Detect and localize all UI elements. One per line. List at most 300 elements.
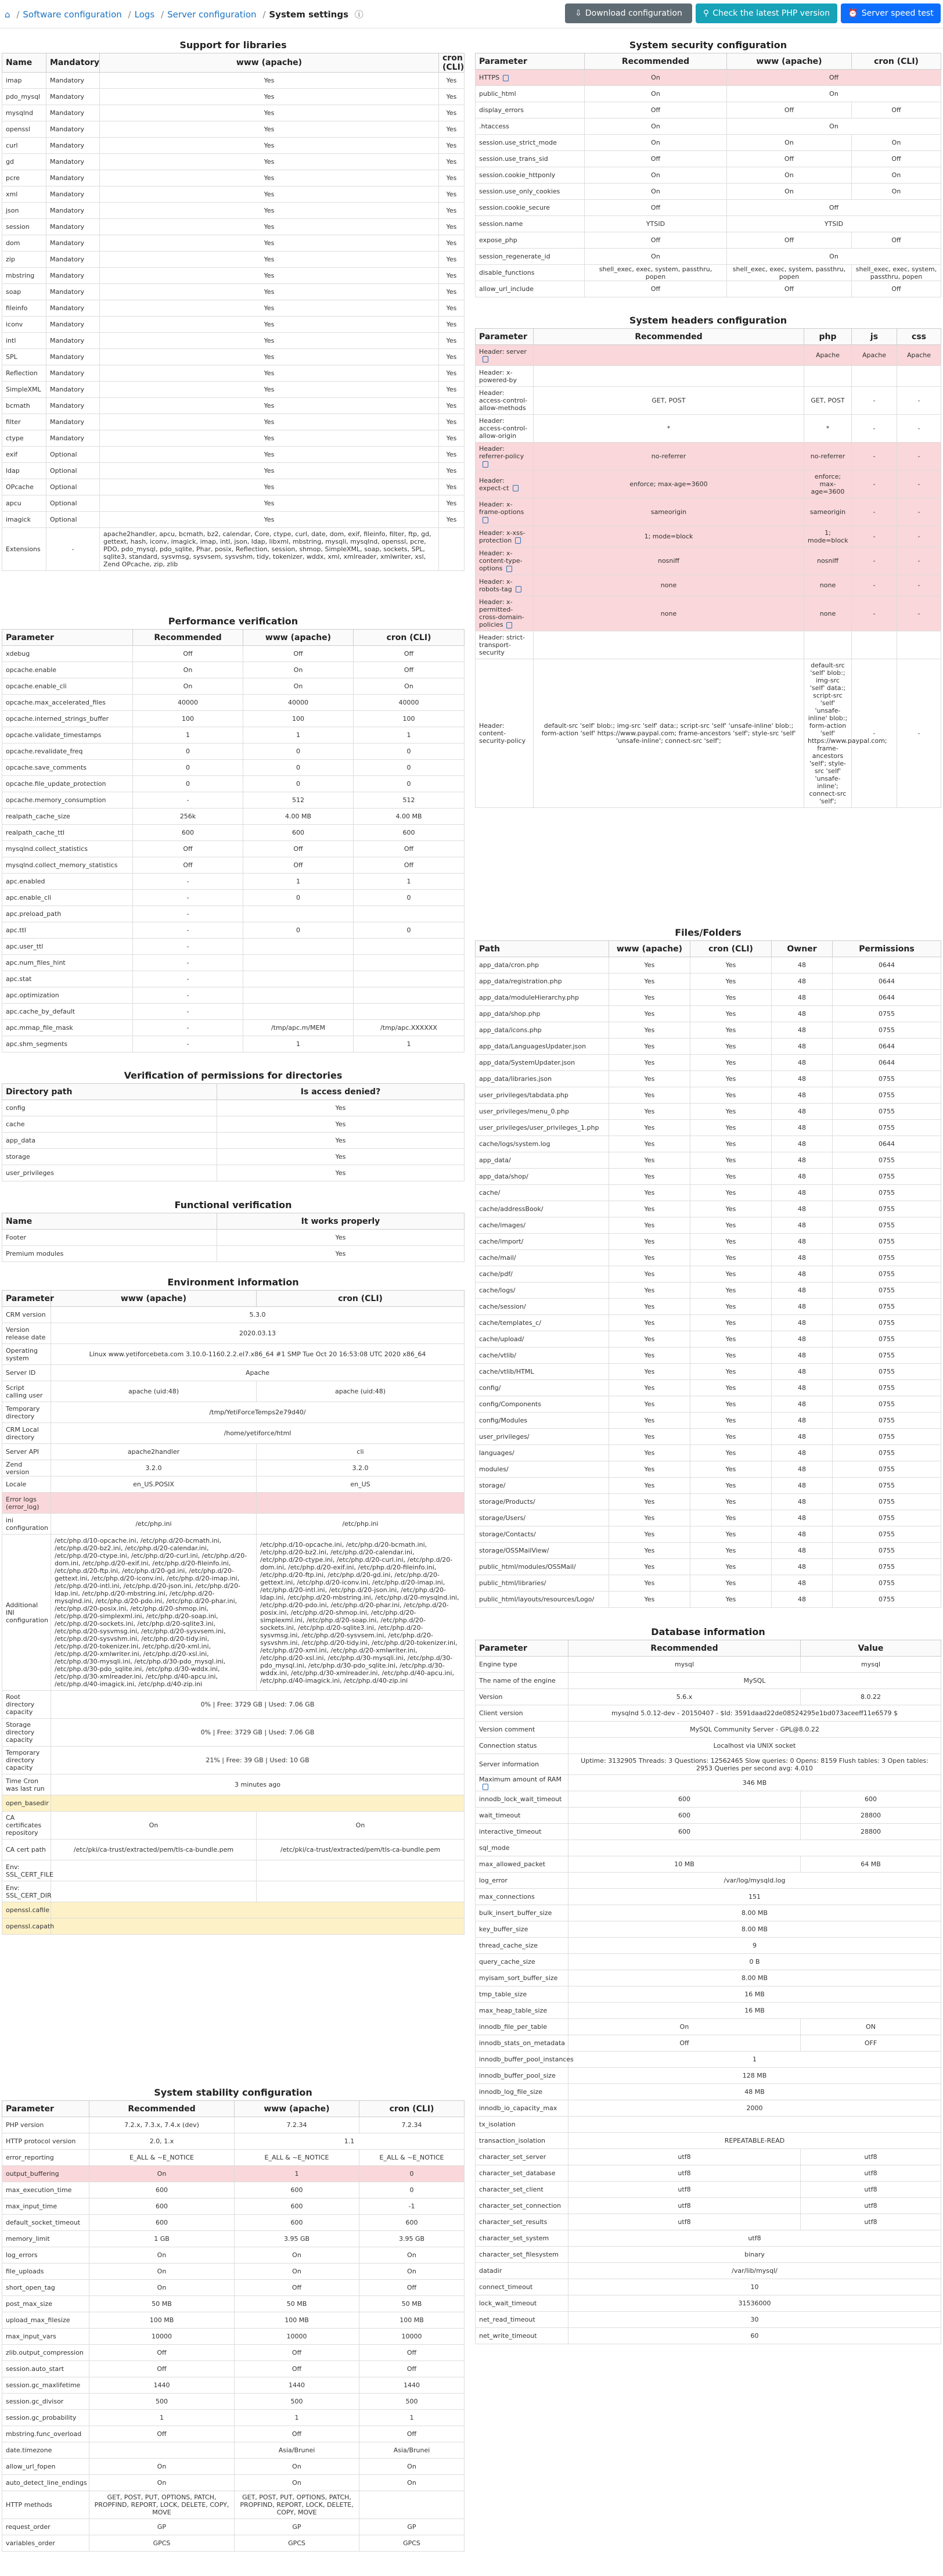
table-row	[476, 1087, 941, 1104]
help-icon[interactable]	[515, 537, 521, 544]
column-header: Directory path	[2, 1084, 217, 1100]
param-recommended: On	[133, 662, 243, 678]
library-mandatory: Mandatory	[46, 284, 100, 300]
param-recommended: On	[585, 86, 727, 102]
header-php	[804, 366, 852, 387]
table-row	[2, 1004, 465, 1020]
param-recommended: 600	[89, 2215, 235, 2231]
table-row	[476, 443, 941, 470]
param-cron: On	[257, 1812, 465, 1840]
table-row	[2, 317, 465, 333]
param-www: 100	[243, 711, 354, 727]
param-name: Zend version	[2, 1460, 51, 1476]
param-www: 0	[243, 743, 354, 760]
param-value: REPEATABLE-READ	[568, 2133, 941, 2149]
param-name: innodb_lock_wait_timeout	[476, 1791, 568, 1808]
file-path: languages/	[476, 1445, 609, 1461]
param-cron: Off	[354, 857, 465, 874]
library-mandatory: Mandatory	[46, 203, 100, 219]
file-path: user_privileges/user_privileges_1.php	[476, 1120, 609, 1136]
header-name: Header: x-robots-tag	[476, 575, 534, 596]
param-value: 0% | Free: 3729 GB | Used: 7.06 GB	[51, 1691, 465, 1719]
header-css: Apache	[897, 345, 941, 366]
param-cron: 512	[354, 792, 465, 809]
column-header: Name	[2, 1213, 217, 1230]
library-name: curl	[2, 138, 46, 154]
param-recommended: 600	[133, 825, 243, 841]
table-row	[476, 366, 941, 387]
param-www: 600	[235, 2182, 359, 2198]
file-cron: Yes	[690, 1364, 772, 1380]
file-path: user_privileges/	[476, 1429, 609, 1445]
column-header: Parameter	[2, 630, 133, 646]
library-cron: Yes	[439, 398, 465, 414]
file-path: app_data/shop.php	[476, 1006, 609, 1022]
param-value: 8.00 MB	[568, 1970, 941, 1986]
table-row	[476, 1705, 941, 1722]
param-www	[243, 955, 354, 971]
header-js: -	[852, 443, 897, 470]
table-row	[476, 1380, 941, 1396]
table-row	[476, 281, 941, 297]
table-row	[2, 1149, 465, 1165]
param-recommended: -	[133, 922, 243, 939]
param-name: lock_wait_timeout	[476, 2295, 568, 2312]
param-recommended: 600	[568, 1791, 801, 1808]
file-www: Yes	[609, 1396, 690, 1413]
file-cron: Yes	[690, 1510, 772, 1526]
check-php-version-button[interactable]: ⚲ Check the latest PHP version	[696, 3, 837, 23]
param-name: allow_url_include	[476, 281, 585, 297]
file-owner: 48	[772, 1445, 833, 1461]
table-row	[476, 1775, 941, 1791]
library-cron: Yes	[439, 365, 465, 382]
param-cron: 0	[354, 922, 465, 939]
library-www: Yes	[100, 512, 439, 528]
table-row	[476, 1673, 941, 1689]
param-www: Off	[243, 857, 354, 874]
breadcrumb-logs[interactable]: Logs	[134, 9, 155, 20]
file-permissions: 0755	[833, 1591, 941, 1608]
database-title: Database information	[651, 1626, 765, 1637]
help-icon[interactable]	[483, 517, 488, 523]
environment-table	[2, 1290, 465, 1935]
header-recommended: default-src 'self' blob:; img-src 'self' data:; script-src 'self' 'unsafe-inline' blob:; form-action 'self' https://www.paypal.com; frame-ancestors 'self'; style-src 'self' 'unsafe-inline'; connect-src 'self';	[534, 659, 804, 808]
help-icon[interactable]	[513, 485, 519, 491]
file-cron: Yes	[690, 1282, 772, 1299]
header-name: Header: x-frame-options	[476, 498, 534, 526]
library-name: imap	[2, 73, 46, 89]
param-www: GET, POST, PUT, OPTIONS, PATCH, PROPFIND, REPORT, LOCK, DELETE, COPY, MOVE	[235, 2491, 359, 2519]
library-mandatory: Mandatory	[46, 398, 100, 414]
param-name: opcache.memory_consumption	[2, 792, 133, 809]
param-name: Additional INI configuration	[2, 1535, 51, 1691]
file-path: app_data/LanguagesUpdater.json	[476, 1039, 609, 1055]
libraries-section	[2, 36, 465, 571]
header-php: nosniff	[804, 547, 852, 575]
file-cron: Yes	[690, 1526, 772, 1543]
param-name: character_set_client	[476, 2182, 568, 2198]
table-row	[2, 1514, 465, 1535]
param-recommended: Off	[585, 281, 727, 297]
table-row	[2, 987, 465, 1004]
library-mandatory: Mandatory	[46, 219, 100, 235]
param-name: HTTPS	[476, 70, 585, 86]
library-mandatory: Optional	[46, 512, 100, 528]
param-name: max_execution_time	[2, 2182, 89, 2198]
param-www: 100 MB	[235, 2312, 359, 2329]
table-row	[476, 1396, 941, 1413]
file-owner: 48	[772, 957, 833, 973]
header-recommended	[534, 366, 804, 387]
param-cron: 4.00 MB	[354, 809, 465, 825]
table-row	[2, 2491, 465, 2519]
file-cron: Yes	[690, 1315, 772, 1331]
param-cron: 1	[359, 2410, 465, 2426]
param-name: Error logs (error_log)	[2, 1493, 51, 1514]
param-name: Root directory capacity	[2, 1691, 51, 1719]
file-www: Yes	[609, 1591, 690, 1608]
header-js: -	[852, 387, 897, 415]
param-cron: GP	[359, 2519, 465, 2535]
library-name: json	[2, 203, 46, 219]
param-name: apc.user_ttl	[2, 939, 133, 955]
param-recommended: Off	[89, 2345, 235, 2361]
table-row	[2, 2182, 465, 2198]
table-row	[2, 1036, 465, 1052]
param-recommended: E_ALL & ~E_NOTICE	[89, 2150, 235, 2166]
table-row	[476, 1856, 941, 1873]
param-name: log_errors	[2, 2247, 89, 2264]
column-header: cron (CLI)	[359, 2101, 465, 2117]
param-cron: 600	[359, 2215, 465, 2231]
file-cron: Yes	[690, 1152, 772, 1169]
file-owner: 48	[772, 1234, 833, 1250]
param-recommended: On	[89, 2166, 235, 2182]
param-name: session.gc_probability	[2, 2410, 89, 2426]
param-cron: On	[354, 678, 465, 695]
param-cron: Off	[354, 841, 465, 857]
param-cron: 600	[354, 825, 465, 841]
stability-title: System stability configuration	[154, 2087, 312, 2098]
param-recommended: 7.2.x, 7.3.x, 7.4.x (dev)	[89, 2117, 235, 2133]
param-recommended: -	[133, 987, 243, 1004]
column-header: Parameter	[2, 1291, 51, 1307]
headers-section	[475, 311, 941, 808]
param-value: 2020.03.13	[51, 1323, 465, 1344]
table-row	[2, 662, 465, 678]
param-name: max_allowed_packet	[476, 1856, 568, 1873]
file-permissions: 0755	[833, 1348, 941, 1364]
table-row	[476, 1071, 941, 1087]
file-owner: 48	[772, 1331, 833, 1348]
param-value	[51, 1902, 465, 1918]
column-header: Parameter	[476, 329, 534, 345]
param-cron: On	[852, 135, 941, 151]
file-owner: 48	[772, 1396, 833, 1413]
file-permissions: 0755	[833, 1478, 941, 1494]
library-mandatory: Optional	[46, 479, 100, 495]
param-www: Off	[235, 2280, 359, 2296]
param-current: OFF	[801, 2035, 941, 2052]
table-row	[476, 1591, 941, 1608]
param-name: character_set_database	[476, 2165, 568, 2182]
header-recommended: no-referrer	[534, 443, 804, 470]
file-permissions: 0755	[833, 1006, 941, 1022]
header-php: 1; mode=block	[804, 526, 852, 547]
top-toolbar	[0, 0, 943, 28]
table-row	[2, 971, 465, 987]
param-recommended: mysql	[568, 1657, 801, 1673]
table-row	[476, 1413, 941, 1429]
column-header: Name	[2, 53, 46, 73]
param-name: session.use_strict_mode	[476, 135, 585, 151]
library-name: bcmath	[2, 398, 46, 414]
library-cron: Yes	[439, 447, 465, 463]
table-row	[476, 216, 941, 232]
header-recommended: 1; mode=block	[534, 526, 804, 547]
breadcrumb-server-configuration[interactable]: Server configuration	[167, 9, 257, 20]
file-owner: 48	[772, 1071, 833, 1087]
file-owner: 48	[772, 1169, 833, 1185]
file-owner: 48	[772, 1478, 833, 1494]
headers-title: System headers configuration	[629, 315, 787, 326]
table-row	[2, 2329, 465, 2345]
header-php: default-src 'self' blob:; img-src 'self' data:; script-src 'self' 'unsafe-inline' blob:; form-action 'self' https://www.paypal.com; frame-ancestors 'self'; style-src 'self' 'unsafe-inline'; connect-src 'self';	[804, 659, 852, 808]
param-name: CRM Local directory	[2, 1423, 51, 1444]
param-value: 16 MB	[568, 2003, 941, 2019]
library-www: Yes	[100, 430, 439, 447]
help-icon[interactable]	[506, 566, 512, 572]
table-row	[476, 1185, 941, 1201]
param-www: Off	[243, 646, 354, 662]
file-permissions: 0755	[833, 1266, 941, 1282]
home-icon[interactable]: ⌂	[5, 9, 10, 20]
header-recommended: *	[534, 415, 804, 443]
file-cron: Yes	[690, 1380, 772, 1396]
param-cron: On	[852, 167, 941, 184]
download-configuration-button[interactable]: ⇩ Download configuration	[565, 3, 692, 23]
table-row	[2, 414, 465, 430]
library-cron: Yes	[439, 430, 465, 447]
table-row	[2, 1381, 465, 1402]
file-owner: 48	[772, 1543, 833, 1559]
library-cron	[439, 528, 465, 571]
file-www: Yes	[609, 1185, 690, 1201]
help-icon[interactable]	[483, 1784, 488, 1790]
file-cron: Yes	[690, 1055, 772, 1071]
header-css: -	[897, 470, 941, 498]
param-value: /tmp/YetiForceTemps2e79d40/	[51, 1402, 465, 1423]
param-name: thread_cache_size	[476, 1938, 568, 1954]
param-name: apc.optimization	[2, 987, 133, 1004]
param-recommended: Off	[585, 151, 727, 167]
library-www: Yes	[100, 219, 439, 235]
param-recommended: 0	[133, 760, 243, 776]
column-header: www (apache)	[243, 630, 354, 646]
param-www: Off	[727, 151, 852, 167]
file-www: Yes	[609, 1331, 690, 1348]
file-owner: 48	[772, 1429, 833, 1445]
header-name: Header: x-powered-by	[476, 366, 534, 387]
library-www: Yes	[100, 479, 439, 495]
library-www: Yes	[100, 121, 439, 138]
table-row	[2, 1535, 465, 1691]
file-owner: 48	[772, 1104, 833, 1120]
file-path: storage/Products/	[476, 1494, 609, 1510]
file-cron: Yes	[690, 1299, 772, 1315]
param-www	[51, 1860, 257, 1881]
param-name: opcache.interned_strings_buffer	[2, 711, 133, 727]
library-cron: Yes	[439, 333, 465, 349]
help-icon[interactable]	[506, 622, 512, 628]
param-name: key_buffer_size	[476, 1921, 568, 1938]
header-name: Header: server	[476, 345, 534, 366]
files-title: Files/Folders	[675, 927, 742, 938]
table-row	[476, 1006, 941, 1022]
file-www: Yes	[609, 1413, 690, 1429]
table-row	[476, 1022, 941, 1039]
table-row	[2, 1812, 465, 1840]
param-recommended: 1440	[89, 2377, 235, 2394]
param-recommended: -	[133, 906, 243, 922]
file-permissions: 0755	[833, 1413, 941, 1429]
param-value: Localhost via UNIX socket	[568, 1738, 941, 1754]
file-www: Yes	[609, 1364, 690, 1380]
library-cron: Yes	[439, 89, 465, 105]
param-name: apc.ttl	[2, 922, 133, 939]
column-header: Parameter	[2, 2101, 89, 2117]
table-row	[476, 1152, 941, 1169]
param-cron: On	[359, 2475, 465, 2491]
header-js: -	[852, 526, 897, 547]
param-name: date.timezone	[2, 2442, 89, 2459]
file-cron: Yes	[690, 1445, 772, 1461]
column-header: Recommended	[89, 2101, 235, 2117]
param-recommended: -	[133, 792, 243, 809]
param-cron: shell_exec, exec, system, passthru, popen	[852, 265, 941, 281]
header-name: Header: x-content-type-options	[476, 547, 534, 575]
file-path: cache/	[476, 1185, 609, 1201]
param-www	[51, 1881, 257, 1902]
file-www: Yes	[609, 1120, 690, 1136]
table-row	[2, 906, 465, 922]
library-name: openssl	[2, 121, 46, 138]
param-name: HTTP methods	[2, 2491, 89, 2519]
help-icon[interactable]	[516, 586, 521, 592]
param-name: Client version	[476, 1705, 568, 1722]
param-recommended: Off	[89, 2426, 235, 2442]
param-name: transaction_isolation	[476, 2133, 568, 2149]
table-row	[476, 1510, 941, 1526]
file-permissions: 0755	[833, 1104, 941, 1120]
file-path: cache/vtlib/	[476, 1348, 609, 1364]
param-name: session.auto_start	[2, 2361, 89, 2377]
file-www: Yes	[609, 1299, 690, 1315]
column-header: Permissions	[833, 941, 941, 957]
file-path: cache/import/	[476, 1234, 609, 1250]
file-www: Yes	[609, 1461, 690, 1478]
help-icon[interactable]	[483, 356, 488, 362]
param-recommended: GPCS	[89, 2535, 235, 2552]
param-www: On	[235, 2247, 359, 2264]
table-row	[2, 2215, 465, 2231]
row-name: Footer	[2, 1230, 217, 1246]
server-speed-test-button[interactable]: ⏰ Server speed test	[841, 3, 941, 23]
library-www: Yes	[100, 284, 439, 300]
param-recommended: -	[133, 874, 243, 890]
param-name: apc.num_files_hint	[2, 955, 133, 971]
param-name: file_uploads	[2, 2264, 89, 2280]
table-row	[476, 200, 941, 216]
download-icon: ⇩	[575, 9, 582, 18]
table-row	[476, 415, 941, 443]
table-row	[476, 1840, 941, 1856]
table-row	[476, 2247, 941, 2263]
table-row	[2, 841, 465, 857]
libraries-table	[2, 53, 465, 571]
param-name: Engine type	[476, 1657, 568, 1673]
param-www: 0	[243, 776, 354, 792]
table-row	[476, 184, 941, 200]
file-path: user_privileges/tabdata.php	[476, 1087, 609, 1104]
param-cron: 1	[354, 874, 465, 890]
table-row	[2, 2264, 465, 2280]
header-name: Header: x-permitted-cross-domain-policies	[476, 596, 534, 631]
param-cron	[257, 1493, 465, 1514]
table-row	[2, 512, 465, 528]
file-permissions: 0755	[833, 1087, 941, 1104]
table-row	[476, 1526, 941, 1543]
param-value: 151	[568, 1889, 941, 1905]
breadcrumb-software-configuration[interactable]: Software configuration	[23, 9, 122, 20]
file-permissions: 0755	[833, 1152, 941, 1169]
help-icon[interactable]	[503, 75, 509, 81]
param-value: 16 MB	[568, 1986, 941, 2003]
header-recommended	[534, 631, 804, 659]
row-value: Yes	[217, 1246, 465, 1262]
file-cron: Yes	[690, 1575, 772, 1591]
table-row	[476, 1039, 941, 1055]
param-cron: 40000	[354, 695, 465, 711]
param-cron: Off	[359, 2426, 465, 2442]
table-row	[2, 528, 465, 571]
file-cron: Yes	[690, 1217, 772, 1234]
file-cron: Yes	[690, 1185, 772, 1201]
header-css: -	[897, 547, 941, 575]
file-permissions: 0755	[833, 1575, 941, 1591]
table-row	[2, 1230, 465, 1246]
library-mandatory: Mandatory	[46, 235, 100, 252]
row-value: Yes	[217, 1100, 465, 1116]
file-permissions: 0755	[833, 1217, 941, 1234]
help-icon[interactable]	[483, 461, 488, 468]
param-value: Uptime: 3132905 Threads: 3 Questions: 12562465 Slow queries: 0 Opens: 8159 Flush tables: 3 Open tables: 2953 Queries per second avg: 4.010	[568, 1754, 941, 1775]
param-name: Script calling user	[2, 1381, 51, 1402]
param-www: 1	[235, 2410, 359, 2426]
table-row	[2, 89, 465, 105]
param-value: 8.00 MB	[568, 1921, 941, 1938]
column-header: php	[804, 329, 852, 345]
table-row	[2, 2231, 465, 2247]
library-name: ctype	[2, 430, 46, 447]
param-cron: 100	[354, 711, 465, 727]
info-icon[interactable]: ⓘ	[354, 9, 363, 20]
param-recommended: Off	[585, 102, 727, 118]
param-name: output_buffering	[2, 2166, 89, 2182]
param-www: 7.2.34	[235, 2117, 359, 2133]
param-current: 8.0.22	[801, 1689, 941, 1705]
